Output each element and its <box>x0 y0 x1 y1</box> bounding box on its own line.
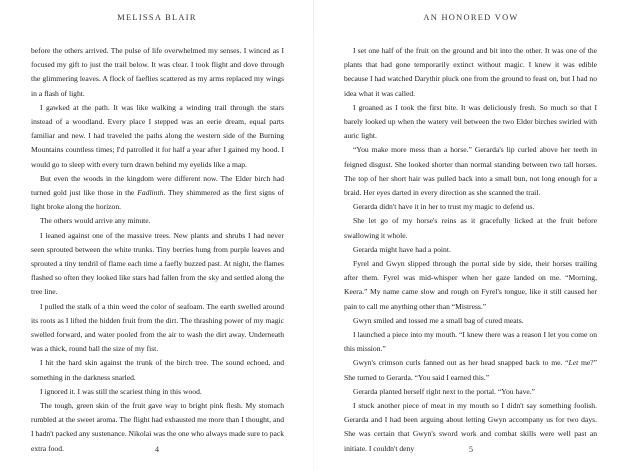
running-head-title: AN HONORED VOW <box>423 13 519 22</box>
running-head-author: MELISSA BLAIR <box>117 13 197 22</box>
paragraph <box>344 257 597 314</box>
paragraph-text: The others would arrive any minute. <box>40 216 151 226</box>
paragraph <box>31 385 284 399</box>
paragraph-text: me?” She turned to Gerarda. “You said I earned this.” <box>344 358 597 382</box>
right-page-body <box>344 44 597 456</box>
page-number-right: 5 <box>469 445 473 454</box>
paragraph-text: I ignored it. I was still the scariest thing in this wood. <box>40 386 202 396</box>
paragraph <box>31 172 284 215</box>
paragraph-text: I set one half of the fruit on the ground and bit into the other. It was one of the plants that had gone temporarily extinct without magic. I knew it was edible because I had watched Darythir pluck one from the ground to feast on, but I had no idea what it was called. <box>344 46 597 98</box>
paragraph <box>31 214 284 228</box>
paragraph-text: Gwyn smiled and tossed me a small bag of cured meats. <box>353 315 524 325</box>
paragraph-text: She let go of my horse's reins as it gracefully licked at the fruit before swallowing it whole. <box>344 216 597 240</box>
paragraph <box>31 229 284 300</box>
paragraph-text: Gerarda might have had a point. <box>353 244 451 254</box>
italic-text: Fadlinth <box>137 188 164 198</box>
paragraph <box>344 143 597 200</box>
paragraph <box>344 385 597 399</box>
paragraph <box>344 44 597 101</box>
paragraph-text: I launched a piece into my mouth. “I knew there was a reason I let you come on this mission.” <box>344 330 597 354</box>
paragraph <box>344 356 597 384</box>
paragraph <box>344 101 597 144</box>
right-page <box>314 0 628 471</box>
paragraph-text: I pulled the stalk of a thin weed the color of seafoam. The earth swelled around its roots as I lifted the hidden fruit from the dirt. The thrashing power of my magic swelled forward, and water pooled from the air to wash the dirt away. Underneath was a thick, round ball the size of my fist. <box>31 301 284 354</box>
paragraph-text: Gerarda planted herself right next to the portal. “You have.” <box>353 386 536 396</box>
left-page-body <box>31 44 284 456</box>
paragraph <box>31 44 284 101</box>
paragraph-text: . They shimmered as the first signs of light broke along the horizon. <box>31 188 284 212</box>
paragraph <box>31 101 284 172</box>
paragraph <box>31 356 284 384</box>
paragraph-text: But even the woods in the kingdom were different now. The Elder birch had turned gold just like those in the <box>31 173 284 198</box>
paragraph <box>31 300 284 357</box>
paragraph-text: “You make more mess than a horse.” Gerarda's lip curled above her teeth in feigned disgust. She looked shorter than normal standing between two tall horses. The top of her short hair was pulled back into a small bun, not long enough for a braid. Her eyes darted in every direction as she scanned the trail. <box>344 145 597 198</box>
paragraph-text: Fyrel and Gwyn slipped through the portal side by side, their horses trailing after them. Fyrel was mid-whisper when her gaze landed on me. “Morning, Keera.” My name came slow and rough on Fyrel's tongue, like it still caused her pain to call me anything other than “Mistress.” <box>344 259 597 311</box>
paragraph <box>344 328 597 356</box>
italic-text: Let <box>568 358 579 368</box>
paragraph-text: I gawked at the path. It was like walking a winding trail through the stars instead of a woodland. Every place I stepped was an eerie dream, equal parts familiar and new. I had traveled the paths along the western side of the Burning Mountains countless times; I'd patrolled it for half a year after I gained my hood. I would go to sleep with every turn drawn behind my eyelids like a map. <box>31 102 284 169</box>
paragraph-text: I hit the hard skin against the trunk of the birch tree. The sound echoed, and something in the darkness snarled. <box>31 358 284 382</box>
page-number-left: 4 <box>155 445 159 454</box>
paragraph-text: I stuck another piece of meat in my mouth so I didn't say something foolish. Gerarda and I had been arguing about letting Gwyn accompany us for two days. She was certain that Gwyn's sword work and combat skills were well past an initiate. I couldn't deny <box>344 401 597 453</box>
paragraph-text: Gerarda didn't have it in her to trust my magic to defend us. <box>353 202 535 212</box>
paragraph-text: before the others arrived. The pulse of life overwhelmed my senses. I winced as I focused my gift to just the trail below. It was clear. I took flight and dove through the glimmering leaves. A flock of faeflies scattered as my arms replaced my wings in a flash of light. <box>31 46 284 98</box>
paragraph <box>344 200 597 214</box>
paragraph-text: I leaned against one of the massive trees. New plants and shrubs I had never seen sprouted between the white trunks. Tiny berries hung from purple leaves and sprouted a tiny tendril of flame each time a faefly buzzed past. At night, the flames flashed so often they looked like stars had fallen from the sky and settled along the tree line. <box>31 230 284 297</box>
paragraph <box>344 214 597 242</box>
paragraph <box>344 243 597 257</box>
paragraph-text: I groaned as I took the first bite. It was deliciously fresh. So much so that I barely looked up when the watery veil between the two Elder birches swirled with auric light. <box>344 102 597 141</box>
paragraph-text: Gwyn's crimson curls fanned out as her head snapped back to me. “ <box>353 358 569 368</box>
paragraph <box>344 314 597 328</box>
paragraph-text: The tough, green skin of the fruit gave way to bright pink flesh. My stomach rumbled at the sweet aroma. The flight had exhausted me more than I thought, and I hadn't packed any sustenance. Nikolai was the one who always made sure to pack extra food. <box>31 401 284 453</box>
